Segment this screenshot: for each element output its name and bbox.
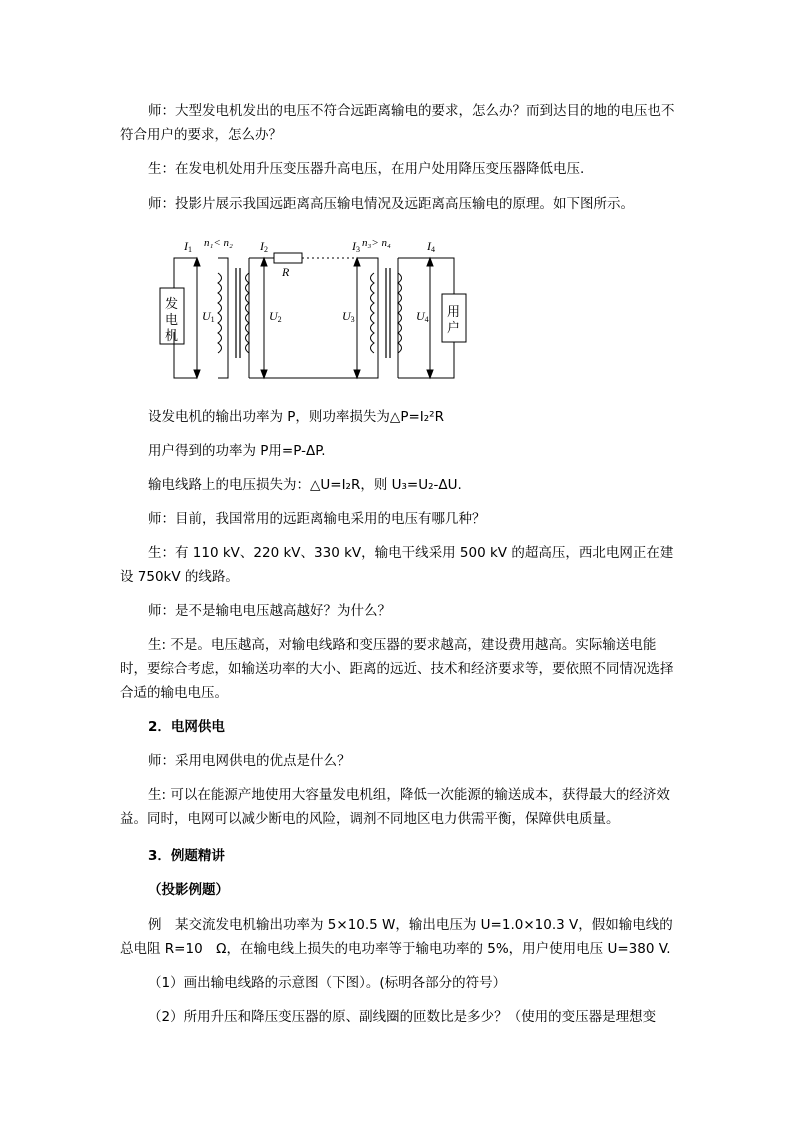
generator-char: 发 [165,297,179,312]
example-text: 例 某交流发电机输出功率为 5×10.5 W，输出电压为 U=1.0×10.3 V，假如输电线的总电阻 R=10 Ω，在输电线上损失的电功率等于输电功率的 5%，用户使用电压 U=380 V. [120,917,673,957]
label-I3: I3 [352,239,360,254]
label-U2: U2 [269,309,282,324]
user-char: 户 [447,321,461,336]
section-heading: 3．例题精讲 [148,848,225,864]
paragraph: 生: 可以在能源产地使用大容量发电机组，降低一次能源的输送成本，获得最大的经济效益。同时，电网可以减少断电的风险，调剂不同地区电力供需平衡，保障供电质量。 [120,787,670,827]
generator-char: 电 [165,313,179,328]
primary-coil-1 [218,258,228,378]
paragraph: 生：在发电机处用升压变压器升高电压，在用户处用降压变压器降低电压. [148,161,585,177]
generator-char: 机 [165,329,179,344]
transmission-circuit-diagram [152,228,472,386]
label-I2: I2 [260,239,268,254]
ratio-step-down: n₃> n₄ [362,237,391,249]
formula-line: 用户得到的功率为 P用=P-ΔP. [148,443,326,459]
sub-heading: （投影例题） [148,882,229,898]
label-R: R [282,265,290,279]
paragraph: 师：大型发电机发出的电压不符合远距离输电的要求，怎么办？而到达目的地的电压也不符合用户的要求，怎么办？ [120,103,675,143]
formula-line: 设发电机的输出功率为 P，则功率损失为△P=I₂²R [148,409,444,425]
resistor-R [274,253,302,263]
paragraph: 生: 不是。电压越高，对输电线路和变压器的要求越高，建设费用越高。实际输送电能时，要综合考虑，如输送功率的大小、距离的远近、技术和经济要求等，要依照不同情况选择合适的输电电压。 [120,637,674,701]
section-heading: 2．电网供电 [148,719,225,735]
paragraph: 师：是不是输电电压越高越好？为什么？ [148,603,391,619]
question-1: （1）画出输电线路的示意图（下图）。(标明各部分的符号） [148,975,507,991]
paragraph: 师：投影片展示我国远距离高压输电情况及远距离高压输电的原理。如下图所示。 [148,196,634,212]
paragraph: 师：采用电网供电的优点是什么？ [148,753,351,769]
formula-line: 输电线路上的电压损失为：△U=I₂R，则 U₃=U₂-ΔU. [148,477,462,493]
ratio-step-up: n₁< n₂ [204,237,233,249]
user-char: 用 [447,305,461,320]
label-U4: U4 [416,309,429,324]
label-I4: I4 [427,239,435,254]
label-U1: U1 [202,309,215,324]
label-U3: U3 [342,309,355,324]
question-2: （2）所用升压和降压变压器的原、副线圈的匝数比是多少？（使用的变压器是理想变 [148,1009,657,1025]
paragraph: 师：目前，我国常用的远距离输电采用的电压有哪几种？ [148,511,486,527]
paragraph: 生：有 110 kV、220 kV、330 kV，输电干线采用 500 kV 的超高压，西北电网正在建设 750kV 的线路。 [120,545,674,585]
label-I1: I1 [184,239,192,254]
